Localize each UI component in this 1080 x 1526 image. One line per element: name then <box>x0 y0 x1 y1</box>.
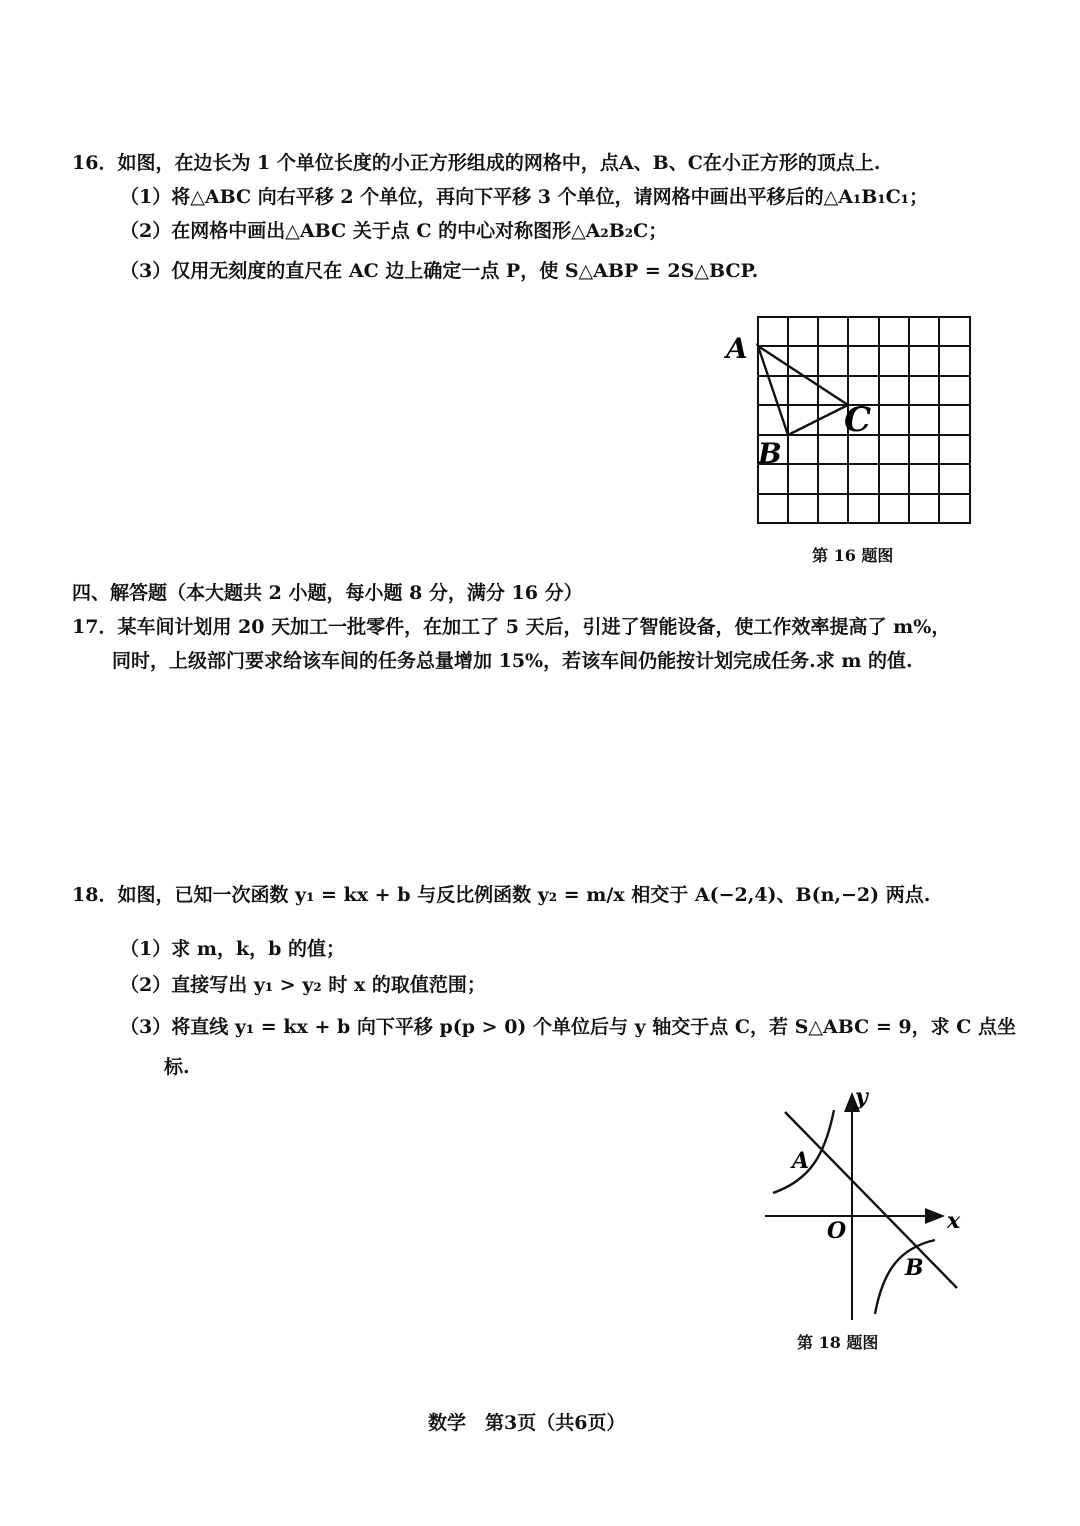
label-point-c: C <box>844 400 872 440</box>
label-point-b: B <box>905 1255 924 1281</box>
q18-part-1: （1）求 m，k，b 的值； <box>120 938 346 960</box>
q16-figure-caption: 第 16 题图 <box>812 546 894 565</box>
page-footer: 数学 第3页（共6页） <box>428 1412 626 1434</box>
q16-stem: 16．如图，在边长为 1 个单位长度的小正方形组成的网格中，点A、B、C在小正方形的顶点上. <box>72 152 881 174</box>
q17-line-2: 同时，上级部门要求给该车间的任务总量增加 15%，若该车间仍能按计划完成任务.求 m 的值. <box>112 650 913 672</box>
q16-grid-figure <box>720 300 990 540</box>
section-4-heading: 四、解答题（本大题共 2 小题，每小题 8 分，满分 16 分） <box>72 582 583 604</box>
q16-part-1: （1）将△ABC 向右平移 2 个单位，再向下平移 3 个单位，请网格中画出平移后的△A₁B₁C₁； <box>120 186 929 208</box>
triangle-abc <box>758 346 848 435</box>
q16-part-3: （3）仅用无刻度的直尺在 AC 边上确定一点 P，使 S△ABP = 2S△BCP. <box>120 260 759 282</box>
q18-stem: 18．如图，已知一次函数 y₁ = kx + b 与反比例函数 y₂ = m/x 相交于 A(−2,4)、B(n,−2) 两点. <box>72 884 931 906</box>
label-point-a: A <box>792 1148 810 1174</box>
q18-function-figure <box>755 1080 985 1330</box>
label-axis-y: y <box>855 1084 868 1110</box>
label-point-b: B <box>758 437 782 470</box>
linear-function-line <box>785 1112 957 1288</box>
q17-line-1: 17．某车间计划用 20 天加工一批零件，在加工了 5 天后，引进了智能设备，使工作效率提高了 m%， <box>72 616 951 638</box>
label-origin-o: O <box>827 1218 847 1244</box>
q16-part-2: （2）在网格中画出△ABC 关于点 C 的中心对称图形△A₂B₂C； <box>120 220 668 242</box>
q18-part-2: （2）直接写出 y₁ > y₂ 时 x 的取值范围； <box>120 974 486 996</box>
q18-figure-caption: 第 18 题图 <box>797 1333 879 1352</box>
label-point-a: A <box>726 332 748 365</box>
q18-part-3: （3）将直线 y₁ = kx + b 向下平移 p(p > 0) 个单位后与 y 轴交于点 C，若 S△ABC = 9，求 C 点坐 <box>120 1016 1016 1038</box>
q18-part-3-continued: 标. <box>164 1056 190 1078</box>
label-axis-x: x <box>947 1208 961 1234</box>
